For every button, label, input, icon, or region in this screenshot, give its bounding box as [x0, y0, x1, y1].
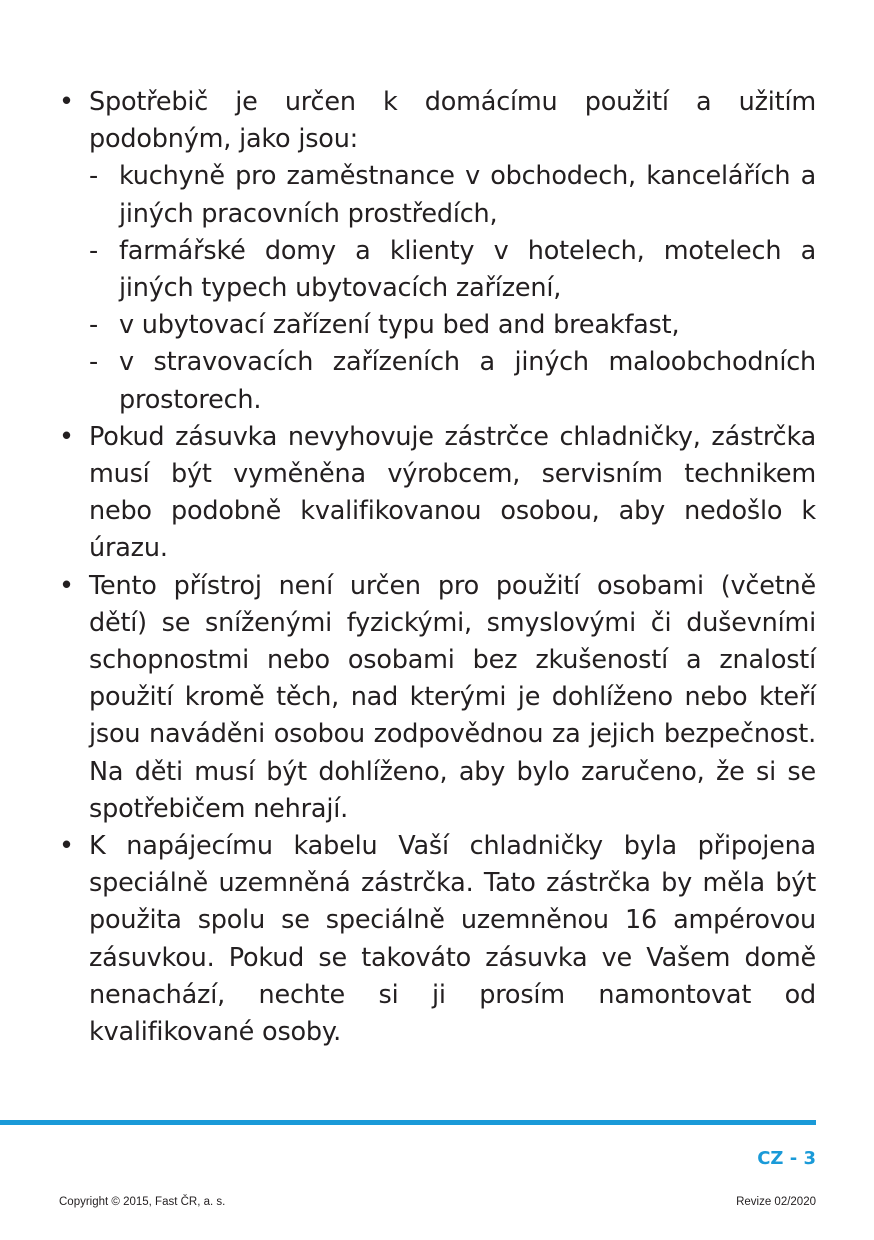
dash-marker: - — [89, 161, 99, 192]
sub-list-item — [89, 233, 816, 307]
item-text: Tento přístroj není určen pro použití osobami (včetně dětí) se sníženými fyzickými, smyslovými či duševními schopnostmi nebo osobami bez zkušeností a znalostí použití kromě těch, nad kterými je dohlíženo nebo kteří jsou naváděni osobou zodpovědnou za jejich bezpečnost. Na děti musí být dohlíženo, aby bylo zaručeno, že si se spotřebičem nehrají. — [89, 570, 816, 824]
dash-marker: - — [89, 310, 99, 341]
list-item — [59, 568, 816, 828]
list-item — [59, 84, 816, 419]
dash-marker: - — [89, 235, 99, 266]
sub-item-text: v stravovacích zařízeních a jiných maloobchodních prostorech. — [119, 347, 816, 415]
sub-list-item — [89, 307, 816, 344]
list-item — [59, 419, 816, 568]
item-text: Spotřebič je určen k domácímu použití a užitím podobným, jako jsou: — [89, 87, 816, 155]
footer-divider — [0, 1120, 816, 1125]
item-text: K napájecímu kabelu Vaší chladničky byla připojena speciálně uzemněná zástrčka. Tato zástrčka by měla být použita spolu se speciálně uzemněnou 16 ampérovou zásuvkou. Pokud se takováto zásuvka ve Vašem domě nenachází, nechte si ji prosím namontovat od kvalifikované osoby. — [89, 831, 816, 1048]
bullet-marker: • — [59, 570, 74, 601]
bullet-marker: • — [59, 831, 74, 862]
instructions-list — [59, 84, 816, 1051]
sub-list-item — [89, 158, 816, 232]
page-number: CZ - 3 — [757, 1148, 816, 1169]
list-item — [59, 828, 816, 1051]
bullet-marker: • — [59, 421, 74, 452]
dash-marker: - — [89, 347, 99, 378]
item-text: Pokud zásuvka nevyhovuje zástrčce chladničky, zástrčka musí být vyměněna výrobcem, servisním technikem nebo podobně kvalifikovanou osobou, aby nedošlo k úrazu. — [89, 421, 816, 564]
sub-item-text: v ubytovací zařízení typu bed and breakfast, — [119, 310, 680, 341]
sub-item-text: kuchyně pro zaměstnance v obchodech, kancelářích a jiných pracovních prostředích, — [119, 161, 816, 229]
sub-item-text: farmářské domy a klienty v hotelech, motelech a jiných typech ubytovacích zařízení, — [119, 235, 816, 304]
revision-label: Revize 02/2020 — [736, 1196, 816, 1208]
copyright-notice: Copyright © 2015, Fast ČR, a. s. — [59, 1196, 226, 1208]
sub-list-item — [89, 344, 816, 418]
bullet-marker: • — [59, 87, 74, 117]
